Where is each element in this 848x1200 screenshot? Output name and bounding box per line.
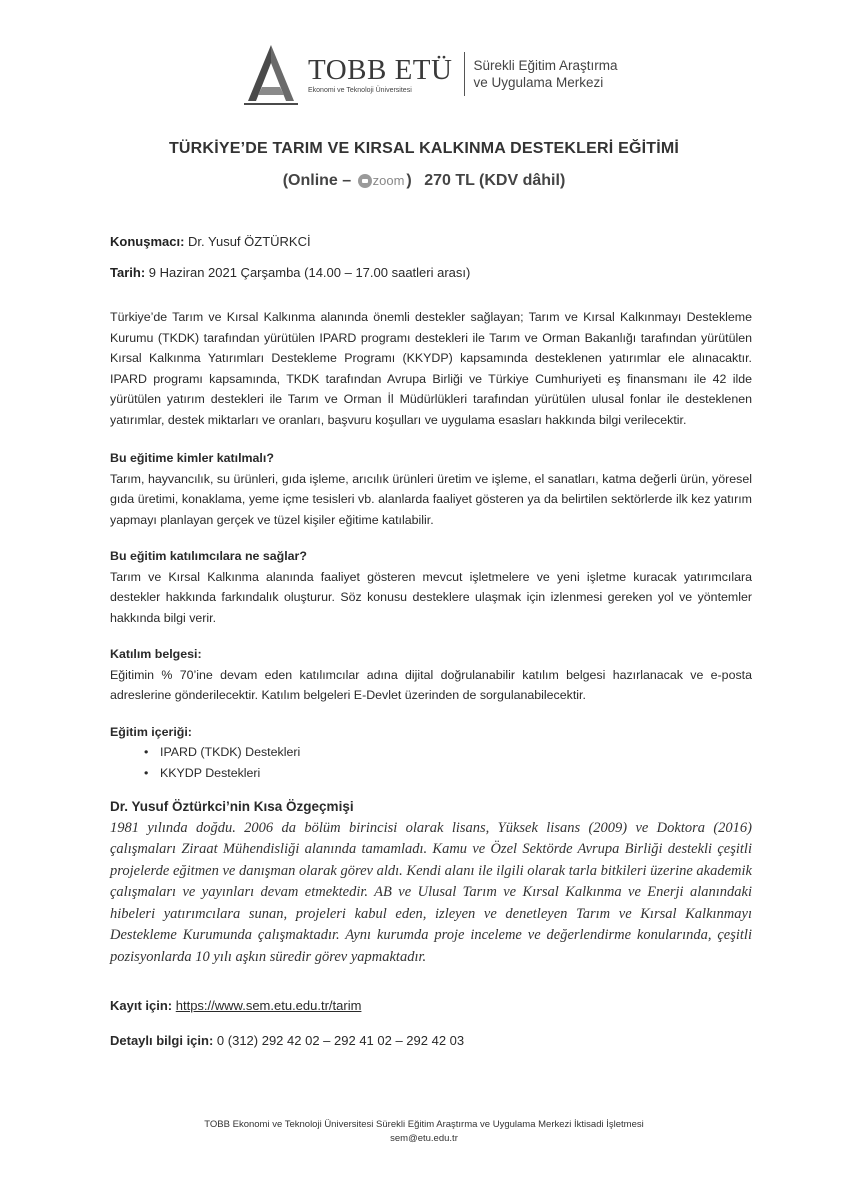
zoom-camera-icon bbox=[358, 174, 372, 188]
registration-label: Kayıt için: bbox=[110, 998, 173, 1013]
header-logo bbox=[242, 40, 618, 108]
center-name-line1: Sürekli Eğitim Araştırma bbox=[473, 58, 618, 73]
certificate-text: Eğitimin % 70’ine devam eden katılımcılar adına dijital doğrulanabilir katılım belgesi hazırlanacak ve e-posta adreslerine gönderilecektir. Katılım belgeleri E-Devlet üzerinden de sorgulanabilecektir. bbox=[110, 667, 752, 702]
footer-institution: TOBB Ekonomi ve Teknoloji Üniversitesi Sürekli Eğitim Araştırma ve Uygulama Merkezi İktisadi İşletmesi bbox=[204, 1119, 644, 1130]
center-name-line2: ve Uygulama Merkezi bbox=[473, 75, 604, 90]
logo-brand: TOBB ETÜ bbox=[308, 53, 453, 86]
zoom-logo bbox=[358, 173, 405, 188]
document-body bbox=[110, 232, 752, 1051]
logo-text bbox=[308, 55, 452, 94]
benefit-section bbox=[110, 546, 752, 628]
content-heading: Eğitim içeriği: bbox=[110, 724, 192, 739]
speaker-label: Konuşmacı: bbox=[110, 234, 185, 249]
zoom-label: zoom bbox=[372, 173, 405, 189]
content-section bbox=[110, 722, 752, 784]
who-heading: Bu eğitime kimler katılmalı? bbox=[110, 451, 274, 465]
logo-subtitle: Ekonomi ve Teknoloji Üniversitesi bbox=[308, 86, 412, 94]
cv-section bbox=[110, 797, 752, 968]
list-item: • IPARD (TKDK) Destekleri bbox=[146, 742, 752, 763]
info-phone: 0 (312) 292 42 02 – 292 41 02 – 292 42 03 bbox=[216, 1032, 465, 1048]
content-list bbox=[110, 742, 752, 783]
registration-line bbox=[110, 996, 752, 1017]
price: 270 TL (KDV dâhil) bbox=[424, 172, 566, 189]
benefit-heading: Bu eğitim katılımcılara ne sağlar? bbox=[110, 549, 307, 563]
cv-heading: Dr. Yusuf Öztürkci’nin Kısa Özgeçmişi bbox=[110, 799, 354, 814]
cv-text: 1981 yılında doğdu. 2006 da bölüm birincisi olarak lisans, Yüksek lisans (2009) ve Doktora (2016) çalışmaları Ziraat Mühendisliği alanında tamamladı. Kamu ve Özel Sektörde Avrupa Birliği destekli çeşitli projelerde eğitmen ve danışman olarak görev aldı. Kendi alanı ile ilgili olarak tarla bitkileri üzerine akademik çalışmaları ve yayınları devam etmektedir. AB ve Ulusal Tarım ve Kırsal Kalkınma ve Enerji alanındaki hibeleri yatırımcılara sunan, projeleri kabul eden, izleyen ve denetleyen Tarım ve Kırsal Kalkınmayı Destekleme Kurumunda çalışmaktadır. Aynı kurumda proje inceleme ve değerlendirme konularında, çeşitli pozisyonlarda 10 yılı aşkın süredir görev yapmaktadır. bbox=[110, 819, 752, 965]
registration-link[interactable]: https://www.sem.etu.edu.tr/tarim bbox=[175, 998, 362, 1013]
footer-email: sem@etu.edu.tr bbox=[390, 1133, 458, 1144]
footer bbox=[0, 1118, 848, 1146]
intro-paragraph: Türkiye’de Tarım ve Kırsal Kalkınma alanında önemli destekler sağlayan; Tarım ve Kırsal Kalkınmayı Destekleme Kurumu (TKDK) tarafından yürütülen IPARD programı destekleri ile Tarım ve Orman Bakanlığı tarafından yürütülen Kırsal Kalkınma Yatırımları Destekleme Programı (KKYDP) kapsamında desteklenen yatırımlar ele alınacaktır. IPARD programı kapsamında, TKDK tarafından Avrupa Birliği ve Türkiye Cumhuriyeti eş finansmanı ile 42 ilde yürütülen yatırım destekleri ile Tarım ve Orman İl Müdürlükleri tarafından yürütülen ulusal fonlar ile desteklenen yatırımlar, destek miktarları ve oranları, başvuru koşulları ve uygulama esasları hakkında bilgi verilecektir. bbox=[110, 310, 752, 427]
document-subtitle bbox=[0, 172, 848, 190]
list-item: • KKYDP Destekleri bbox=[146, 763, 752, 784]
document-title: TÜRKİYE’DE TARIM VE KIRSAL KALKINMA DESTEKLERİ EĞİTİMİ bbox=[168, 140, 680, 157]
benefit-text: Tarım ve Kırsal Kalkınma alanında faaliyet gösteren mevcut işletmelere ve yeni işletme kuracak yatırımcılara destekler hakkında farkındalık oluşturur. Söz konusu desteklere ulaşmak için izlenmesi gereken yol ve yöntemler hakkında bilgi verir. bbox=[110, 569, 752, 625]
logo-divider bbox=[464, 52, 465, 96]
tobb-etu-logo-icon bbox=[242, 43, 300, 105]
info-label: Detaylı bilgi için: bbox=[110, 1032, 214, 1048]
subtitle-prefix: (Online – bbox=[282, 172, 352, 189]
center-name bbox=[473, 57, 617, 91]
subtitle-suffix: ) bbox=[406, 172, 412, 189]
speaker-line bbox=[110, 232, 752, 253]
who-text: Tarım, hayvancılık, su ürünleri, gıda işleme, arıcılık ürünleri üretim ve işleme, el sanatları, katma değerli ürün, yöresel gıda üretimi, konaklama, yeme içme tesisleri vb. alanlarda faaliyet gösteren ya da belirtilen sektörlerde ilk kez yatırım yapmayı planlayan gerçek ve tüzel kişiler eğitime katılabilir. bbox=[110, 471, 752, 527]
speaker-value: Dr. Yusuf ÖZTÜRKCİ bbox=[188, 234, 311, 249]
who-section bbox=[110, 448, 752, 530]
date-value: 9 Haziran 2021 Çarşamba (14.00 – 17.00 saatleri arası) bbox=[148, 264, 471, 280]
certificate-section bbox=[110, 644, 752, 706]
date-label: Tarih: bbox=[110, 264, 146, 280]
date-line bbox=[110, 263, 752, 284]
certificate-heading: Katılım belgesi: bbox=[110, 647, 202, 661]
info-line bbox=[110, 1031, 752, 1052]
